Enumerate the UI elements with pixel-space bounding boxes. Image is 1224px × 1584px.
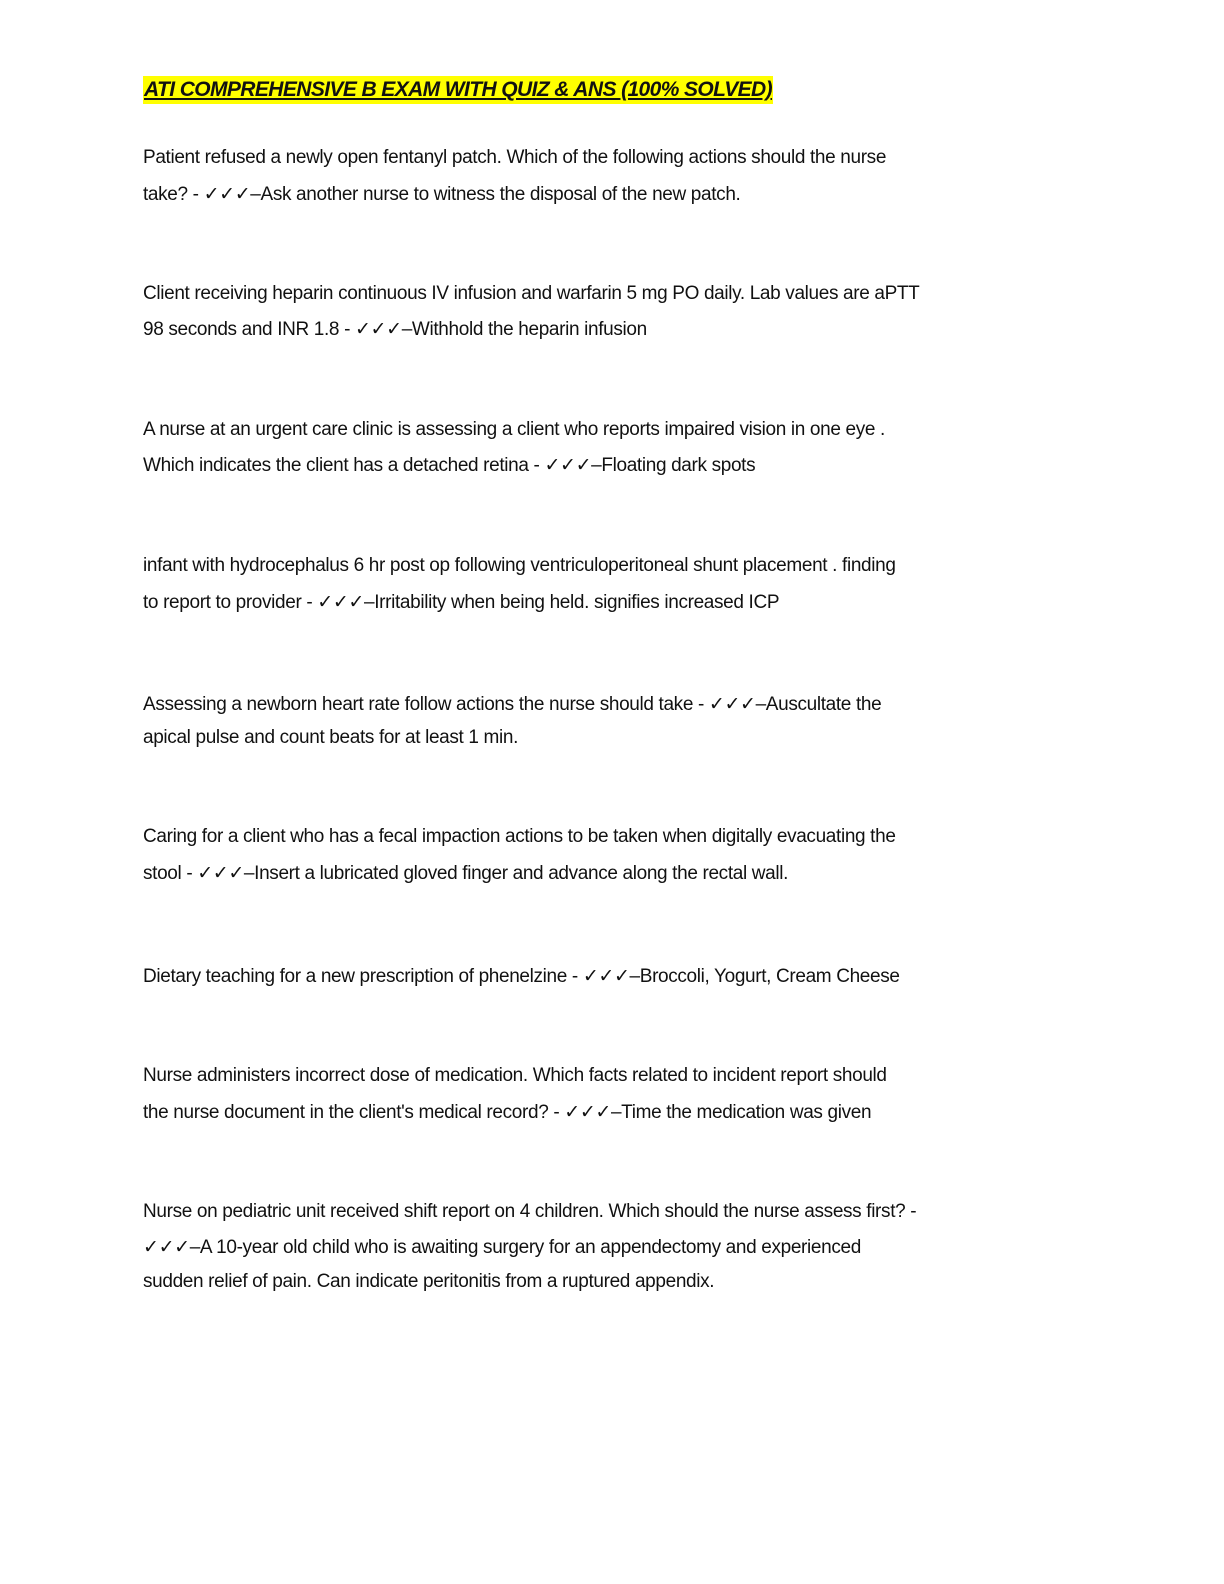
- qa-line: sudden relief of pain. Can indicate peritonitis from a ruptured appendix.: [143, 1271, 715, 1292]
- qa-line: ✓✓✓–A 10-year old child who is awaiting surgery for an appendectomy and experienced: [143, 1237, 861, 1258]
- qa-line: Which indicates the client has a detached retina - ✓✓✓–Floating dark spots: [143, 455, 756, 476]
- qa-line: apical pulse and count beats for at least 1 min.: [143, 727, 519, 748]
- qa-line: Assessing a newborn heart rate follow actions the nurse should take - ✓✓✓–Auscultate the: [143, 694, 882, 715]
- qa-line: 98 seconds and INR 1.8 - ✓✓✓–Withhold the heparin infusion: [143, 319, 647, 340]
- qa-line: Nurse on pediatric unit received shift report on 4 children. Which should the nurse assess first? -: [143, 1201, 917, 1222]
- qa-line: infant with hydrocephalus 6 hr post op following ventriculoperitoneal shunt placement . finding: [143, 555, 896, 576]
- qa-line: A nurse at an urgent care clinic is assessing a client who reports impaired vision in one eye .: [143, 419, 885, 440]
- document-title: ATI COMPREHENSIVE B EXAM WITH QUIZ & ANS (100% SOLVED): [143, 76, 773, 104]
- qa-line: stool - ✓✓✓–Insert a lubricated gloved finger and advance along the rectal wall.: [143, 863, 789, 884]
- qa-line: to report to provider - ✓✓✓–Irritability when being held. signifies increased ICP: [143, 592, 780, 613]
- qa-line: the nurse document in the client's medical record? - ✓✓✓–Time the medication was given: [143, 1102, 872, 1123]
- qa-line: Dietary teaching for a new prescription of phenelzine - ✓✓✓–Broccoli, Yogurt, Cream Cheese: [143, 966, 900, 987]
- qa-line: take? - ✓✓✓–Ask another nurse to witness the disposal of the new patch.: [143, 184, 741, 205]
- qa-line: Client receiving heparin continuous IV infusion and warfarin 5 mg PO daily. Lab values are aPTT: [143, 283, 920, 304]
- qa-line: Caring for a client who has a fecal impaction actions to be taken when digitally evacuating the: [143, 826, 896, 847]
- qa-line: Patient refused a newly open fentanyl patch. Which of the following actions should the nurse: [143, 147, 887, 168]
- qa-line: Nurse administers incorrect dose of medication. Which facts related to incident report should: [143, 1065, 887, 1086]
